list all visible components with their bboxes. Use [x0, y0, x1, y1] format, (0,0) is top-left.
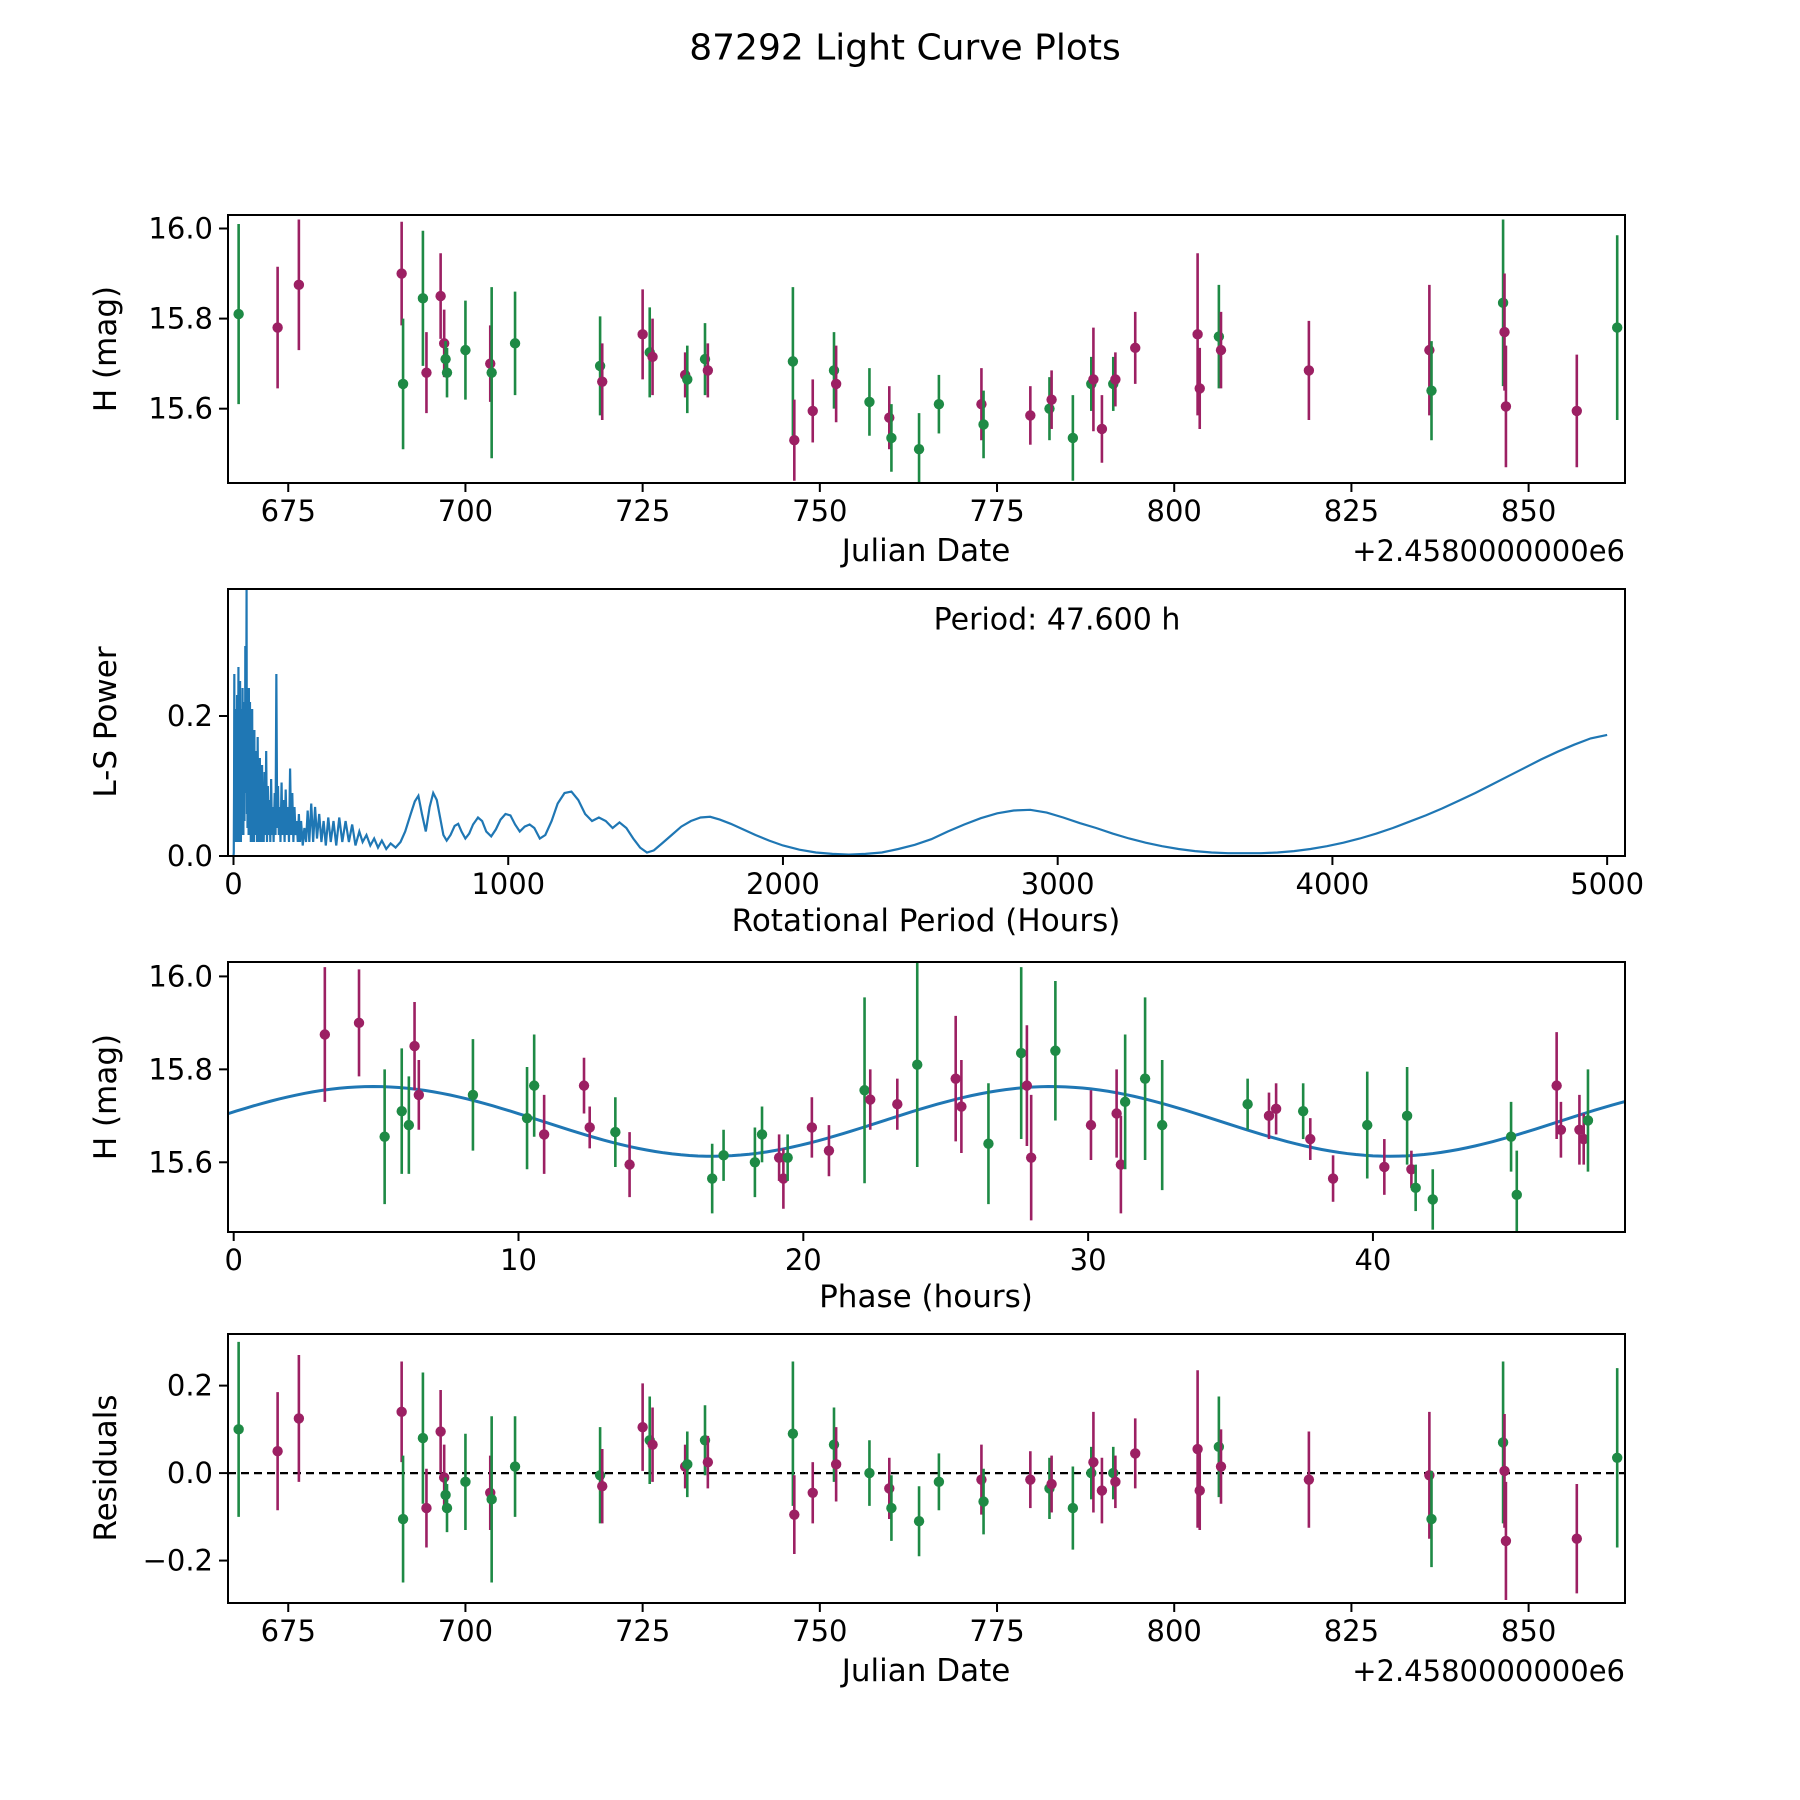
data-point	[1110, 1477, 1120, 1487]
lightcurve-x-axis-offset: +2.4580000000e6	[1352, 534, 1625, 568]
data-point	[1108, 1468, 1118, 1478]
data-point	[539, 1129, 549, 1139]
data-point	[1086, 1468, 1096, 1478]
y-tick-label: 15.6	[148, 1145, 213, 1180]
data-point	[647, 352, 657, 362]
data-point	[485, 358, 495, 368]
data-point	[1068, 1503, 1078, 1513]
data-point	[1088, 374, 1098, 384]
data-point	[1025, 410, 1035, 420]
x-tick-label: 4000	[1295, 867, 1370, 901]
lightcurve-y-axis-label: H (mag)	[88, 285, 124, 413]
x-tick-label: 750	[792, 494, 848, 528]
residuals-y-axis-label: Residuals	[88, 1394, 124, 1542]
y-tick-label: 15.6	[148, 391, 213, 426]
data-point	[439, 338, 449, 348]
data-point	[782, 1152, 792, 1162]
residuals-x-axis-offset: +2.4580000000e6	[1352, 1654, 1625, 1688]
axes-spines	[228, 589, 1625, 856]
data-point	[1120, 1097, 1130, 1107]
data-point	[439, 1472, 449, 1482]
data-point	[1242, 1099, 1252, 1109]
data-point	[1195, 383, 1205, 393]
data-point	[1402, 1111, 1412, 1121]
data-point	[414, 1090, 424, 1100]
data-point	[978, 419, 988, 429]
data-point	[807, 1122, 817, 1132]
data-point	[398, 1514, 408, 1524]
data-point	[233, 309, 243, 319]
data-point	[1612, 322, 1622, 332]
data-point	[1499, 327, 1509, 337]
data-point	[397, 1106, 407, 1116]
data-point	[1050, 1046, 1060, 1056]
data-point	[597, 376, 607, 386]
data-point	[884, 412, 894, 422]
data-point	[421, 367, 431, 377]
y-tick-label: 16.0	[148, 959, 213, 994]
data-point	[486, 367, 496, 377]
data-point	[1214, 331, 1224, 341]
phasecurve-y-axis-label: H (mag)	[88, 1033, 124, 1161]
data-point	[884, 1483, 894, 1493]
data-point	[831, 379, 841, 389]
data-point	[1086, 1120, 1096, 1130]
x-tick-label: 10	[500, 1243, 537, 1277]
data-point	[435, 1426, 445, 1436]
data-point	[1216, 345, 1226, 355]
data-point	[1140, 1073, 1150, 1083]
data-point	[1305, 1134, 1315, 1144]
data-point	[1130, 343, 1140, 353]
data-point	[865, 1094, 875, 1104]
data-point	[272, 1446, 282, 1456]
x-tick-label: 775	[969, 494, 1025, 528]
periodogram-panel	[167, 589, 1644, 901]
data-point	[1097, 1485, 1107, 1495]
data-point	[440, 1490, 450, 1500]
data-point	[585, 1122, 595, 1132]
data-point	[1410, 1183, 1420, 1193]
data-point	[294, 280, 304, 290]
data-point	[789, 435, 799, 445]
data-point	[808, 406, 818, 416]
data-point	[1512, 1190, 1522, 1200]
data-point	[460, 345, 470, 355]
y-tick-label: 0.0	[166, 839, 213, 873]
data-point	[396, 1407, 406, 1417]
x-tick-label: 825	[1323, 1614, 1380, 1648]
y-tick-label: −0.2	[142, 1543, 213, 1578]
data-point	[624, 1159, 634, 1169]
x-tick-label: 1000	[471, 867, 546, 901]
x-tick-label: 0	[224, 1243, 243, 1277]
data-point	[379, 1132, 389, 1142]
data-point	[914, 1516, 924, 1526]
data-point	[442, 1503, 452, 1513]
phase-curve-panel	[148, 959, 1629, 1277]
data-point	[1022, 1080, 1032, 1090]
data-point	[1157, 1120, 1167, 1130]
x-tick-label: 5000	[1570, 867, 1645, 901]
data-point	[1195, 1485, 1205, 1495]
data-point	[707, 1173, 717, 1183]
lightcurve-x-axis-label: Julian Date	[841, 533, 1011, 569]
data-point	[1424, 1470, 1434, 1480]
data-point	[1298, 1106, 1308, 1116]
data-point	[934, 1477, 944, 1487]
data-point	[886, 433, 896, 443]
y-tick-label: 0.2	[166, 1368, 213, 1403]
data-point	[914, 444, 924, 454]
data-point	[976, 399, 986, 409]
data-point	[1362, 1120, 1372, 1130]
data-point	[637, 329, 647, 339]
data-point	[1046, 394, 1056, 404]
data-point	[421, 1503, 431, 1513]
data-point	[1271, 1104, 1281, 1114]
x-tick-label: 800	[1146, 494, 1202, 528]
x-tick-label: 675	[260, 1614, 316, 1648]
data-point	[703, 365, 713, 375]
data-point	[418, 1433, 428, 1443]
y-tick-label: 15.8	[148, 301, 213, 336]
data-point	[718, 1150, 728, 1160]
axes-spines	[228, 215, 1625, 483]
data-point	[595, 1470, 605, 1480]
data-point	[1428, 1194, 1438, 1204]
data-point	[864, 1468, 874, 1478]
data-point	[610, 1127, 620, 1137]
x-tick-label: 2000	[746, 867, 820, 901]
data-point	[510, 338, 520, 348]
data-point	[788, 1429, 798, 1439]
axes-spines	[228, 1334, 1625, 1603]
data-point	[1097, 424, 1107, 434]
data-point	[442, 367, 452, 377]
phasecurve-x-axis-label: Phase (hours)	[819, 1279, 1033, 1315]
data-point	[1214, 1442, 1224, 1452]
data-point	[1044, 403, 1054, 413]
data-point	[354, 1018, 364, 1028]
x-tick-label: 850	[1500, 494, 1557, 528]
data-point	[750, 1157, 760, 1167]
data-point	[950, 1073, 960, 1083]
x-tick-label: 800	[1146, 1614, 1202, 1648]
data-point	[1192, 1444, 1202, 1454]
data-point	[1016, 1048, 1026, 1058]
data-point	[829, 365, 839, 375]
x-tick-label: 750	[792, 1614, 848, 1648]
data-point	[912, 1060, 922, 1070]
x-tick-label: 825	[1323, 494, 1380, 528]
x-tick-label: 20	[784, 1243, 822, 1277]
data-point	[1426, 385, 1436, 395]
data-point	[1192, 329, 1202, 339]
sinusoid-fit-curve	[228, 1087, 1629, 1157]
data-point	[1025, 1474, 1035, 1484]
data-point	[510, 1461, 520, 1471]
data-point	[486, 1494, 496, 1504]
x-tick-label: 725	[614, 494, 671, 528]
data-point	[435, 291, 445, 301]
data-point	[859, 1085, 869, 1095]
data-point	[595, 361, 605, 371]
data-point	[233, 1424, 243, 1434]
data-point	[682, 1459, 692, 1469]
data-point	[1501, 1536, 1511, 1546]
data-point	[320, 1029, 330, 1039]
y-tick-label: 16.0	[148, 211, 213, 246]
x-tick-label: 3000	[1020, 867, 1095, 901]
data-point	[418, 293, 428, 303]
data-point	[864, 397, 874, 407]
data-point	[956, 1101, 966, 1111]
data-point	[824, 1145, 834, 1155]
data-point	[976, 1474, 986, 1484]
x-tick-label: 850	[1500, 1614, 1557, 1648]
x-tick-label: 30	[1069, 1243, 1107, 1277]
power-spectrum-curve	[233, 590, 1607, 856]
data-point	[1583, 1115, 1593, 1125]
figure-title: 87292 Light Curve Plots	[689, 27, 1121, 69]
data-point	[1551, 1080, 1561, 1090]
data-point	[1501, 401, 1511, 411]
data-point	[1110, 374, 1120, 384]
data-point	[1612, 1453, 1622, 1463]
x-tick-label: 40	[1354, 1243, 1392, 1277]
data-point	[1328, 1173, 1338, 1183]
data-point	[409, 1041, 419, 1051]
data-point	[892, 1099, 902, 1109]
residuals-x-axis-label: Julian Date	[841, 1653, 1011, 1689]
data-point	[1026, 1152, 1036, 1162]
data-point	[757, 1129, 767, 1139]
data-point	[522, 1113, 532, 1123]
data-point	[829, 1439, 839, 1449]
data-point	[1068, 433, 1078, 443]
data-point	[808, 1488, 818, 1498]
y-tick-label: 0.2	[166, 698, 213, 733]
data-point	[637, 1422, 647, 1432]
data-point	[272, 322, 282, 332]
data-point	[647, 1439, 657, 1449]
data-point	[934, 399, 944, 409]
data-point	[788, 356, 798, 366]
data-point	[404, 1120, 414, 1130]
residuals-panel	[143, 1334, 1625, 1648]
data-point	[396, 268, 406, 278]
periodogram-y-axis-label: L-S Power	[88, 646, 124, 798]
data-point	[1424, 345, 1434, 355]
data-point	[1572, 406, 1582, 416]
data-point	[978, 1496, 988, 1506]
data-point	[1130, 1448, 1140, 1458]
data-point	[1304, 365, 1314, 375]
data-point	[579, 1080, 589, 1090]
y-tick-label: 15.8	[148, 1052, 213, 1087]
data-point	[1499, 1466, 1509, 1476]
y-tick-label: 0.0	[166, 1456, 213, 1491]
data-point	[1426, 1514, 1436, 1524]
x-tick-label: 675	[260, 494, 316, 528]
data-point	[1506, 1132, 1516, 1142]
data-point	[789, 1509, 799, 1519]
data-point	[983, 1139, 993, 1149]
data-point	[1379, 1162, 1389, 1172]
x-tick-label: 0	[224, 867, 243, 901]
data-point	[1556, 1125, 1566, 1135]
data-point	[468, 1090, 478, 1100]
data-point	[682, 374, 692, 384]
data-point	[460, 1477, 470, 1487]
period-annotation: Period: 47.600 h	[933, 602, 1181, 638]
data-point	[398, 379, 408, 389]
data-point	[597, 1481, 607, 1491]
data-point	[1046, 1479, 1056, 1489]
data-point	[1498, 1437, 1508, 1447]
data-point	[831, 1459, 841, 1469]
x-tick-label: 725	[614, 1614, 671, 1648]
data-point	[703, 1457, 713, 1467]
data-point	[1304, 1474, 1314, 1484]
data-point	[886, 1503, 896, 1513]
x-tick-label: 700	[437, 494, 494, 528]
data-point	[440, 354, 450, 364]
data-point	[529, 1080, 539, 1090]
data-point	[1572, 1534, 1582, 1544]
light-curve-panel	[148, 212, 1625, 528]
data-point	[1088, 1457, 1098, 1467]
data-point	[1498, 298, 1508, 308]
x-tick-label: 700	[437, 1614, 494, 1648]
periodogram-x-axis-label: Rotational Period (Hours)	[731, 903, 1121, 939]
x-tick-label: 775	[969, 1614, 1025, 1648]
data-point	[294, 1413, 304, 1423]
data-point	[1216, 1461, 1226, 1471]
